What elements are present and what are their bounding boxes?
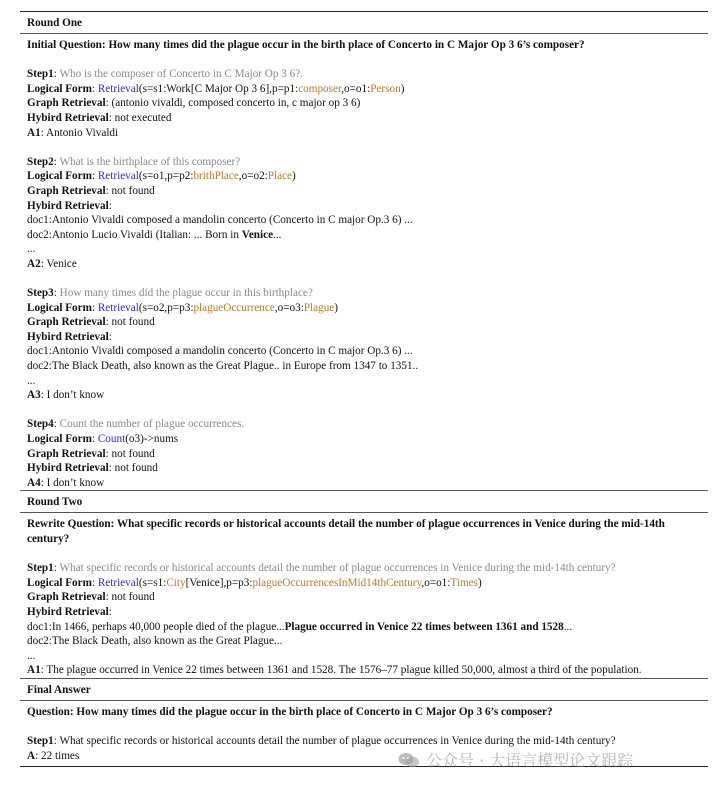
answer-line: A1: Antonio Vivaldi — [27, 126, 119, 139]
retrieved-doc-text: ... — [27, 649, 36, 662]
graph-retrieval-line: Graph Retrieval: not found — [27, 184, 155, 197]
step-label: Step1 — [27, 68, 54, 81]
round-two-header: Round Two — [27, 496, 83, 509]
retrieved-doc-text: ... — [273, 228, 282, 241]
logical-form-segment: ,o=o1: — [421, 576, 451, 589]
hybrid-retrieval-label: Hybird Retrieval — [27, 330, 109, 343]
final-answer-line: A: 22 times — [27, 749, 80, 762]
final-question-label: Question: — [27, 705, 74, 718]
retrieved-doc-text: Venice — [241, 228, 274, 241]
graph-retrieval-line: Graph Retrieval: not found — [27, 447, 155, 460]
rewrite-question-text: What specific records or historical accounts detail the number of plague occurrences in Venice during the mid-14th century? — [27, 518, 665, 545]
step-label: Step3 — [27, 287, 54, 300]
logical-form-label: Logical Form — [27, 170, 92, 183]
logical-form-segment: ) — [477, 576, 482, 589]
answer-label: A2 — [27, 257, 41, 270]
spacer — [27, 403, 708, 418]
final-answer-text: 22 times — [41, 749, 80, 762]
retrieved-doc-text: doc2:The Black Death, also known as the Great Plague... — [27, 635, 283, 648]
retrieved-doc — [27, 344, 708, 359]
graph-retrieval-line: Graph Retrieval: not found — [27, 316, 155, 329]
logical-form-segment: Plague — [303, 301, 335, 314]
rewrite-question — [20, 513, 708, 546]
qa-trace-table — [20, 11, 708, 767]
round-one-steps — [20, 67, 708, 490]
retrieved-doc — [27, 359, 708, 374]
retrieved-doc — [27, 620, 708, 635]
answer-label: A4 — [27, 476, 41, 489]
answer-text: I don’t know — [46, 476, 105, 489]
step-question: How many times did the plague occur in this birthplace? — [59, 287, 313, 300]
logical-form-segment: Retrieval — [97, 576, 139, 589]
step-line — [27, 417, 708, 432]
final-step-label: Step1 — [27, 735, 54, 748]
logical-form-segment: ,o=o2: — [238, 170, 268, 183]
step-line — [27, 155, 708, 170]
logical-form-line: Logical Form: Retrieval(s=o2,p=p3:plagueOccurrence,o=o3:Plague) — [27, 301, 338, 314]
initial-question-text: How many times did the plague occur in the birth place of Concerto in C Major Op 3 6’s composer? — [108, 39, 585, 51]
graph-retrieval-value: not found — [111, 184, 155, 197]
logical-form-label: Logical Form — [27, 576, 92, 589]
retrieved-doc-text: doc2:Antonio Lucio Vivaldi (Italian: ... Born in — [27, 228, 242, 241]
logical-form-segment: Retrieval — [97, 170, 139, 183]
retrieved-doc-text: ... — [27, 243, 36, 256]
answer-text: Antonio Vivaldi — [45, 126, 119, 139]
step-question: What specific records or historical accounts detail the number of plague occurrences in Venice during the mid-14th century? — [59, 562, 616, 575]
spacer — [27, 140, 708, 155]
watermark-text: 公众号 · 大语言模型论文跟踪 — [426, 751, 634, 770]
retrieved-doc — [27, 634, 708, 649]
logical-form-segment: (s=o2,p=p3: — [138, 301, 194, 314]
rewrite-question-label: Rewrite Question: — [27, 518, 115, 531]
logical-form-label: Logical Form — [27, 433, 92, 446]
hybrid-retrieval-line: Hybird Retrieval: not executed — [27, 111, 172, 124]
graph-retrieval-value: not found — [111, 316, 155, 329]
retrieved-doc-text: Plague occurred in Venice 22 times between 1361 and 1528 — [284, 620, 564, 633]
final-answer-header: Final Answer — [27, 683, 91, 696]
hybrid-retrieval-label: Hybird Retrieval — [27, 605, 109, 618]
logical-form-segment: (s=s1: — [138, 576, 167, 589]
step-separator: : — [53, 562, 60, 575]
answer-line: A3: I don’t know — [27, 389, 105, 402]
step-label: Step2 — [27, 155, 54, 168]
answer-line: A2: Venice — [27, 257, 77, 270]
step-line — [27, 67, 708, 82]
graph-retrieval-value: not found — [111, 591, 155, 604]
answer-line: A1: The plague occurred in Venice 22 times between 1361 and 1528. The 1576–77 plague killed 50,000, almost a third of the population. — [27, 664, 642, 677]
hybrid-retrieval-line: Hybird Retrieval: — [27, 605, 112, 618]
logical-form-segment: plagueOccurrencesInMid14thCentury — [252, 576, 422, 589]
retrieved-doc-text: doc1:Antonio Vivaldi composed a mandolin concerto (Concerto in C major Op.3 6) ... — [27, 214, 413, 227]
graph-retrieval-label: Graph Retrieval — [27, 591, 106, 604]
step-label: Step4 — [27, 418, 54, 431]
round-two-steps — [20, 561, 708, 678]
retrieved-doc — [27, 228, 708, 243]
answer-label: A1 — [27, 126, 41, 139]
graph-retrieval-value: not found — [111, 447, 155, 460]
hybrid-retrieval-line: Hybird Retrieval: — [27, 199, 112, 212]
logical-form-segment: ) — [292, 170, 296, 183]
logical-form-label: Logical Form — [27, 301, 92, 314]
answer-text: Venice — [46, 257, 77, 270]
logical-form-segment: composer — [298, 82, 342, 95]
logical-form-segment: ,o=o3: — [274, 301, 304, 314]
logical-form-segment: Count — [97, 433, 126, 446]
graph-retrieval-line: Graph Retrieval: not found — [27, 591, 155, 604]
graph-retrieval-value: (antonio vivaldi, composed concerto in, c major op 3 6) — [111, 97, 361, 110]
logical-form-segment: (s=o1,p=p2: — [138, 170, 194, 183]
logical-form-line: Logical Form: Retrieval(s=s1:City[Venice],p=p3:plagueOccurrencesInMid14thCentury,o=o1:Times) — [27, 576, 482, 589]
step-separator: : — [53, 287, 60, 300]
hybrid-retrieval-line: Hybird Retrieval: — [27, 330, 112, 343]
initial-question-label: Initial Question: — [27, 39, 106, 51]
logical-form-segment: Person — [370, 82, 401, 95]
logical-form-segment: ) — [400, 82, 405, 95]
answer-text: The plague occurred in Venice 22 times between 1361 and 1528. The 1576–77 plague killed 50,000, almost a third of the population. — [46, 664, 642, 677]
final-step-line: Step1: What specific records or historical accounts detail the number of plague occurrences in Venice during the mid-14th century? — [27, 735, 616, 748]
final-question — [20, 701, 708, 720]
hybrid-retrieval-value: not found — [114, 462, 158, 475]
hybrid-retrieval-label: Hybird Retrieval — [27, 199, 109, 212]
logical-form-segment: Retrieval — [97, 82, 139, 95]
hybrid-retrieval-label: Hybird Retrieval — [27, 462, 109, 475]
logical-form-segment: (s=s1:Work[C Major Op 3 6],p=p1: — [138, 82, 299, 95]
answer-line: A4: I don’t know — [27, 476, 105, 489]
spacer — [27, 272, 708, 287]
step-line — [27, 561, 708, 576]
step-separator: : — [53, 418, 60, 431]
logical-form-label: Logical Form — [27, 82, 92, 95]
logical-form-segment: City — [166, 576, 186, 589]
step-label: Step1 — [27, 562, 54, 575]
step-question: Who is the composer of Concerto in C Major Op 3 6?. — [59, 68, 304, 81]
step-question: Count the number of plague occurrences. — [59, 418, 245, 431]
logical-form-segment: Retrieval — [97, 301, 139, 314]
watermark — [398, 748, 633, 771]
logical-form-segment: plagueOccurrence — [193, 301, 275, 314]
logical-form-line: Logical Form: Count(o3)->nums — [27, 433, 179, 446]
answer-label: A1 — [27, 664, 41, 677]
step-line — [27, 286, 708, 301]
retrieved-doc-text: doc1:Antonio Vivaldi composed a mandolin concerto (Concerto in C major Op.3 6) ... — [27, 345, 413, 358]
answer-label: A3 — [27, 389, 41, 402]
hybrid-retrieval-label: Hybird Retrieval — [27, 111, 109, 124]
step-question: What is the birthplace of this composer? — [59, 155, 241, 168]
step-separator: : — [53, 155, 60, 168]
logical-form-line: Logical Form: Retrieval(s=o1,p=p2:brithPlace,o=o2:Place) — [27, 170, 296, 183]
logical-form-segment: Times — [450, 576, 478, 589]
logical-form-segment: Place — [267, 170, 293, 183]
retrieved-doc-text: ... — [27, 374, 36, 387]
step-separator: : — [53, 68, 60, 81]
initial-question — [20, 34, 708, 53]
logical-form-line: Logical Form: Retrieval(s=s1:Work[C Major Op 3 6],p=p1:composer,o=o1:Person) — [27, 82, 405, 95]
logical-form-segment: ) — [334, 301, 338, 314]
retrieved-doc-text: doc2:The Black Death, also known as the Great Plague.. in Europe from 1347 to 1351.. — [27, 360, 419, 373]
final-answer-label: A — [27, 749, 36, 762]
retrieved-doc — [27, 242, 708, 257]
logical-form-segment: (o3)->nums — [125, 433, 179, 446]
final-question-text: How many times did the plague occur in the birth place of Concerto in C Major Op 3 6’s composer? — [76, 705, 553, 718]
logical-form-segment: brithPlace — [193, 170, 239, 183]
logical-form-segment: [Venice],p=p3: — [185, 576, 253, 589]
retrieved-doc — [27, 374, 708, 389]
final-step-text: What specific records or historical accounts detail the number of plague occurrences in Venice during the mid-14th century? — [59, 735, 616, 748]
answer-text: I don’t know — [46, 389, 105, 402]
hybrid-retrieval-value: not executed — [114, 111, 172, 124]
retrieved-doc — [27, 649, 708, 664]
hybrid-retrieval-line: Hybird Retrieval: not found — [27, 462, 158, 475]
wechat-icon — [398, 752, 420, 768]
logical-form-segment: ,o=o1: — [341, 82, 371, 95]
graph-retrieval-label: Graph Retrieval — [27, 97, 106, 110]
round-one-header: Round One — [27, 17, 83, 29]
graph-retrieval-line: Graph Retrieval: (antonio vivaldi, composed concerto in, c major op 3 6) — [27, 97, 361, 110]
retrieved-doc-text: ... — [563, 620, 573, 633]
retrieved-doc — [27, 213, 708, 228]
graph-retrieval-label: Graph Retrieval — [27, 184, 106, 197]
graph-retrieval-label: Graph Retrieval — [27, 447, 106, 460]
retrieved-doc-text: doc1:In 1466, perhaps 40,000 people died of the plague... — [27, 620, 285, 633]
graph-retrieval-label: Graph Retrieval — [27, 316, 106, 329]
